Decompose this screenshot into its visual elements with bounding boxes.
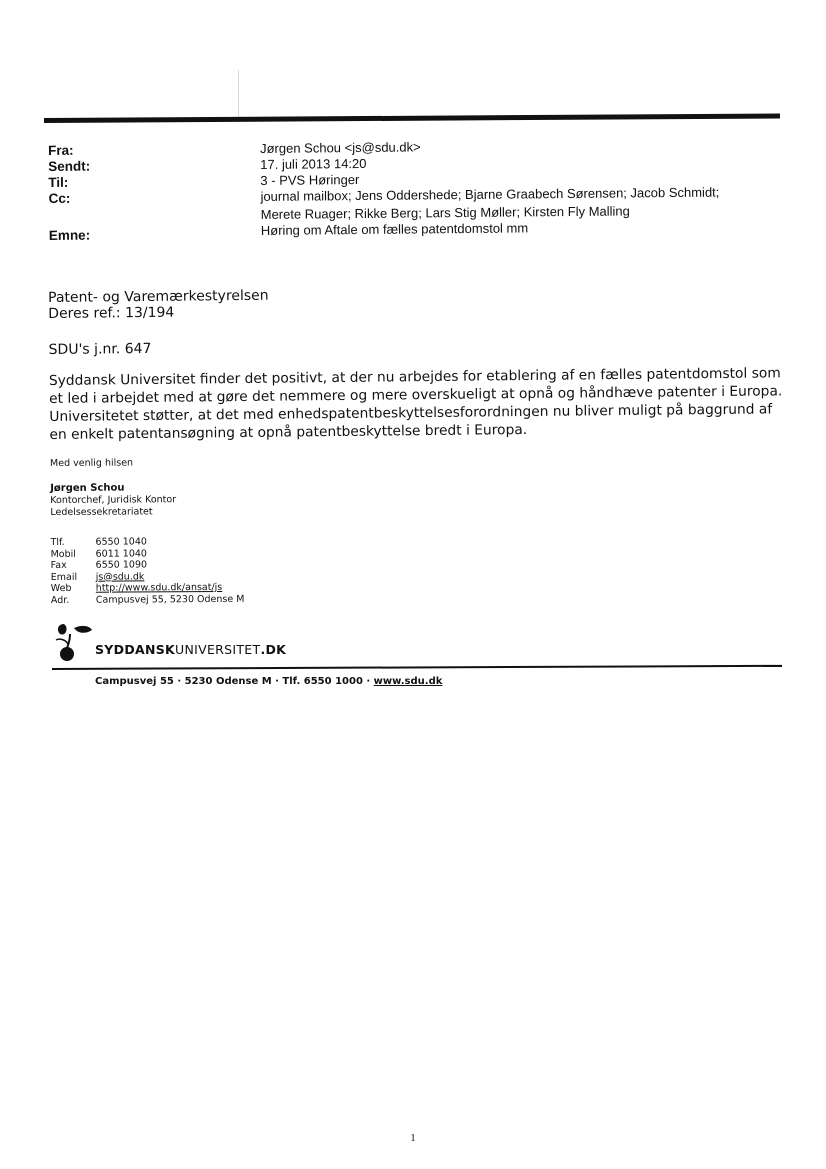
scan-artifact-line xyxy=(238,70,239,122)
footer-web-link[interactable]: www.sdu.dk xyxy=(373,676,443,687)
contact-label: Email xyxy=(50,571,78,583)
contact-label: Tlf. xyxy=(50,536,65,548)
cc-label: Cc: xyxy=(48,190,71,206)
subject-value: Høring om Aftale om fælles patentdomstol mm xyxy=(260,220,529,238)
contact-label: Web xyxy=(50,582,72,594)
contact-list xyxy=(50,535,450,606)
recipient-line: Patent- og Varemærkestyrelsen xyxy=(48,287,269,306)
from-value: Jørgen Schou <js@sdu.dk> xyxy=(259,139,421,156)
email-body xyxy=(48,282,790,444)
brand-syddansk: SYDDANSK xyxy=(95,642,176,657)
sent-label: Sendt: xyxy=(48,158,91,174)
to-value: 3 - PVS Høringer xyxy=(260,172,360,188)
contact-row xyxy=(51,592,451,606)
footer-divider xyxy=(52,665,782,670)
to-label: Til: xyxy=(48,174,69,190)
footer-address xyxy=(95,676,442,687)
signature-block xyxy=(50,456,451,606)
brand-universitet: UNIVERSITET xyxy=(175,642,261,657)
email-header xyxy=(48,136,789,241)
signer-department: Ledelsessekretariatet xyxy=(50,506,153,518)
cc-value-line2: Merete Ruager; Rikke Berg; Lars Stig Møller; Kirsten Fly Malling xyxy=(260,203,630,222)
greeting: Med venlig hilsen xyxy=(50,457,134,469)
contact-value: 6011 1040 xyxy=(95,547,147,560)
journal-number: SDU's j.nr. 647 xyxy=(48,340,152,358)
header-divider xyxy=(44,114,780,123)
web-link[interactable]: http://www.sdu.dk/ansat/js xyxy=(95,581,223,594)
contact-value: 6550 1040 xyxy=(95,536,147,548)
contact-value: Campusvej 55, 5230 Odense M xyxy=(95,593,245,606)
brand-dk: .DK xyxy=(260,642,287,657)
reference-line: Deres ref.: 13/194 xyxy=(48,304,175,322)
from-label: Fra: xyxy=(48,142,74,158)
signer-name: Jørgen Schou xyxy=(50,482,125,494)
signer-title: Kontorchef, Juridisk Kontor xyxy=(50,494,177,506)
university-brand xyxy=(95,642,286,657)
contact-label: Mobil xyxy=(50,548,76,560)
contact-label: Fax xyxy=(50,559,67,571)
footer-address-text: Campusvej 55 · 5230 Odense M · Tlf. 6550 1000 · xyxy=(95,676,374,687)
contact-value: 6550 1090 xyxy=(95,559,148,571)
body-paragraph: Syddansk Universitet finder det positivt, at der nu arbejdes for etablering af en fælles patentdomstol som et led i arbejdet med at gøre det nemmere og mere overskueligt at opnå og håndhæve patenter i Europa. Universitetet støtter, at det med enhedspatentbeskyttelsesforordningen nu bliver muligt på baggrund af en enkelt patentansøgning at opnå patentbeskyttelse bredt i Europa. xyxy=(48,365,783,443)
subject-label: Emne: xyxy=(48,227,91,243)
contact-label: Adr. xyxy=(50,594,70,606)
page-number: 1 xyxy=(410,1132,416,1144)
cc-value-line1: journal mailbox; Jens Oddershede; Bjarne Graabech Sørensen; Jacob Schmidt; xyxy=(260,184,720,204)
sent-value: 17. juli 2013 14:20 xyxy=(260,155,367,172)
email-link[interactable]: js@sdu.dk xyxy=(95,570,145,583)
